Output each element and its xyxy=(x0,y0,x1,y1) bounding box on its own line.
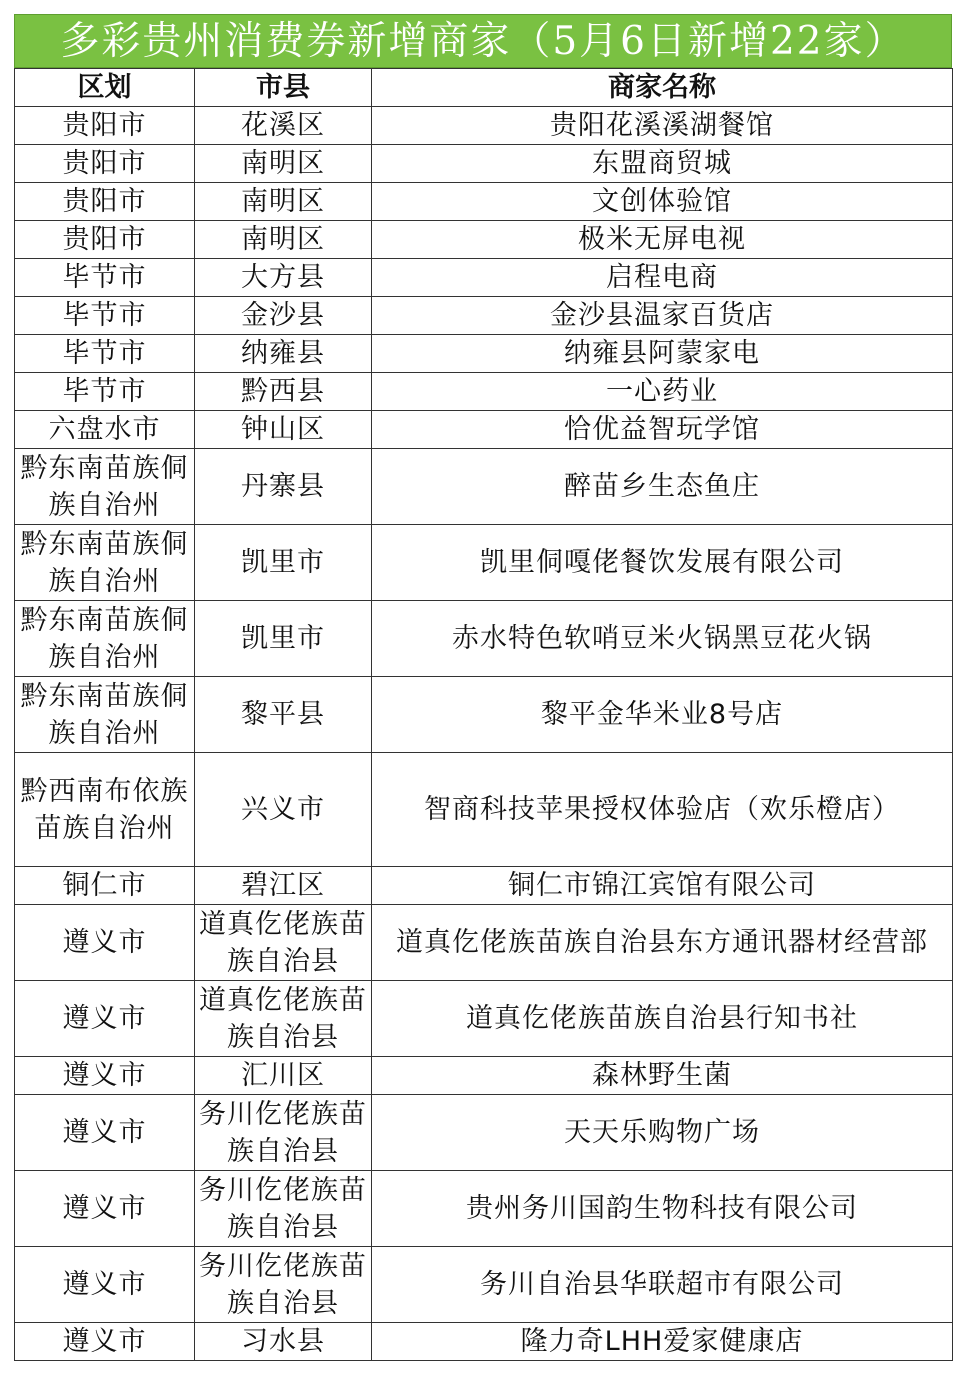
cell-merchant: 纳雍县阿蒙家电 xyxy=(372,335,953,373)
cell-region: 毕节市 xyxy=(15,335,195,373)
table-row xyxy=(15,221,953,259)
header-region: 区划 xyxy=(15,69,195,107)
cell-county: 碧江区 xyxy=(195,867,372,905)
cell-region: 毕节市 xyxy=(15,297,195,335)
cell-county: 凯里市 xyxy=(195,525,372,601)
table-row xyxy=(15,145,953,183)
cell-region: 六盘水市 xyxy=(15,411,195,449)
table-row xyxy=(15,411,953,449)
cell-county: 南明区 xyxy=(195,183,372,221)
cell-merchant: 一心药业 xyxy=(372,373,953,411)
cell-merchant: 极米无屏电视 xyxy=(372,221,953,259)
cell-merchant: 启程电商 xyxy=(372,259,953,297)
cell-region: 黔西南布依族苗族自治州 xyxy=(15,753,195,867)
cell-region: 黔东南苗族侗族自治州 xyxy=(15,601,195,677)
cell-merchant: 文创体验馆 xyxy=(372,183,953,221)
table-row xyxy=(15,335,953,373)
cell-merchant: 恰优益智玩学馆 xyxy=(372,411,953,449)
header-merchant: 商家名称 xyxy=(372,69,953,107)
cell-county: 钟山区 xyxy=(195,411,372,449)
page-title: 多彩贵州消费券新增商家（5月6日新增22家） xyxy=(14,14,952,68)
cell-county: 习水县 xyxy=(195,1323,372,1361)
cell-county: 务川仡佬族苗族自治县 xyxy=(195,1171,372,1247)
table-row xyxy=(15,259,953,297)
cell-merchant: 黎平金华米业8号店 xyxy=(372,677,953,753)
cell-county: 纳雍县 xyxy=(195,335,372,373)
cell-merchant: 凯里侗嘎佬餐饮发展有限公司 xyxy=(372,525,953,601)
table-row xyxy=(15,1095,953,1171)
cell-merchant: 赤水特色软哨豆米火锅黑豆花火锅 xyxy=(372,601,953,677)
cell-county: 花溪区 xyxy=(195,107,372,145)
cell-merchant: 东盟商贸城 xyxy=(372,145,953,183)
cell-region: 遵义市 xyxy=(15,1247,195,1323)
cell-region: 毕节市 xyxy=(15,259,195,297)
table-row xyxy=(15,677,953,753)
cell-merchant: 贵州务川国韵生物科技有限公司 xyxy=(372,1171,953,1247)
cell-county: 南明区 xyxy=(195,145,372,183)
table-row xyxy=(15,1057,953,1095)
cell-county: 道真仡佬族苗族自治县 xyxy=(195,981,372,1057)
cell-region: 贵阳市 xyxy=(15,221,195,259)
table-row xyxy=(15,525,953,601)
table-row xyxy=(15,183,953,221)
table-row xyxy=(15,1323,953,1361)
table-row xyxy=(15,297,953,335)
table-row xyxy=(15,1171,953,1247)
merchant-table xyxy=(14,68,953,1361)
cell-county: 南明区 xyxy=(195,221,372,259)
cell-region: 铜仁市 xyxy=(15,867,195,905)
cell-merchant: 隆力奇LHH爱家健康店 xyxy=(372,1323,953,1361)
table-row xyxy=(15,905,953,981)
cell-region: 遵义市 xyxy=(15,1057,195,1095)
table-header-row xyxy=(15,69,953,107)
cell-county: 黎平县 xyxy=(195,677,372,753)
cell-region: 遵义市 xyxy=(15,1323,195,1361)
cell-county: 务川仡佬族苗族自治县 xyxy=(195,1247,372,1323)
cell-region: 贵阳市 xyxy=(15,145,195,183)
table-row xyxy=(15,753,953,867)
cell-merchant: 道真仡佬族苗族自治县东方通讯器材经营部 xyxy=(372,905,953,981)
table-row xyxy=(15,981,953,1057)
cell-region: 遵义市 xyxy=(15,981,195,1057)
cell-region: 贵阳市 xyxy=(15,183,195,221)
cell-merchant: 务川自治县华联超市有限公司 xyxy=(372,1247,953,1323)
cell-county: 务川仡佬族苗族自治县 xyxy=(195,1095,372,1171)
table-row xyxy=(15,867,953,905)
cell-merchant: 智商科技苹果授权体验店（欢乐橙店） xyxy=(372,753,953,867)
cell-merchant: 贵阳花溪溪湖餐馆 xyxy=(372,107,953,145)
cell-merchant: 道真仡佬族苗族自治县行知书社 xyxy=(372,981,953,1057)
cell-county: 大方县 xyxy=(195,259,372,297)
header-county: 市县 xyxy=(195,69,372,107)
cell-region: 毕节市 xyxy=(15,373,195,411)
table-row xyxy=(15,449,953,525)
table-row xyxy=(15,373,953,411)
cell-region: 遵义市 xyxy=(15,905,195,981)
table-row xyxy=(15,107,953,145)
cell-region: 遵义市 xyxy=(15,1171,195,1247)
table-row xyxy=(15,601,953,677)
cell-county: 黔西县 xyxy=(195,373,372,411)
document xyxy=(14,14,952,1361)
table-row xyxy=(15,1247,953,1323)
cell-region: 黔东南苗族侗族自治州 xyxy=(15,677,195,753)
cell-county: 凯里市 xyxy=(195,601,372,677)
cell-county: 道真仡佬族苗族自治县 xyxy=(195,905,372,981)
cell-county: 丹寨县 xyxy=(195,449,372,525)
cell-merchant: 铜仁市锦江宾馆有限公司 xyxy=(372,867,953,905)
cell-county: 金沙县 xyxy=(195,297,372,335)
cell-region: 遵义市 xyxy=(15,1095,195,1171)
cell-merchant: 森林野生菌 xyxy=(372,1057,953,1095)
cell-county: 汇川区 xyxy=(195,1057,372,1095)
cell-region: 黔东南苗族侗族自治州 xyxy=(15,525,195,601)
cell-merchant: 金沙县温家百货店 xyxy=(372,297,953,335)
cell-county: 兴义市 xyxy=(195,753,372,867)
cell-merchant: 醉苗乡生态鱼庄 xyxy=(372,449,953,525)
cell-region: 贵阳市 xyxy=(15,107,195,145)
cell-region: 黔东南苗族侗族自治州 xyxy=(15,449,195,525)
cell-merchant: 天天乐购物广场 xyxy=(372,1095,953,1171)
